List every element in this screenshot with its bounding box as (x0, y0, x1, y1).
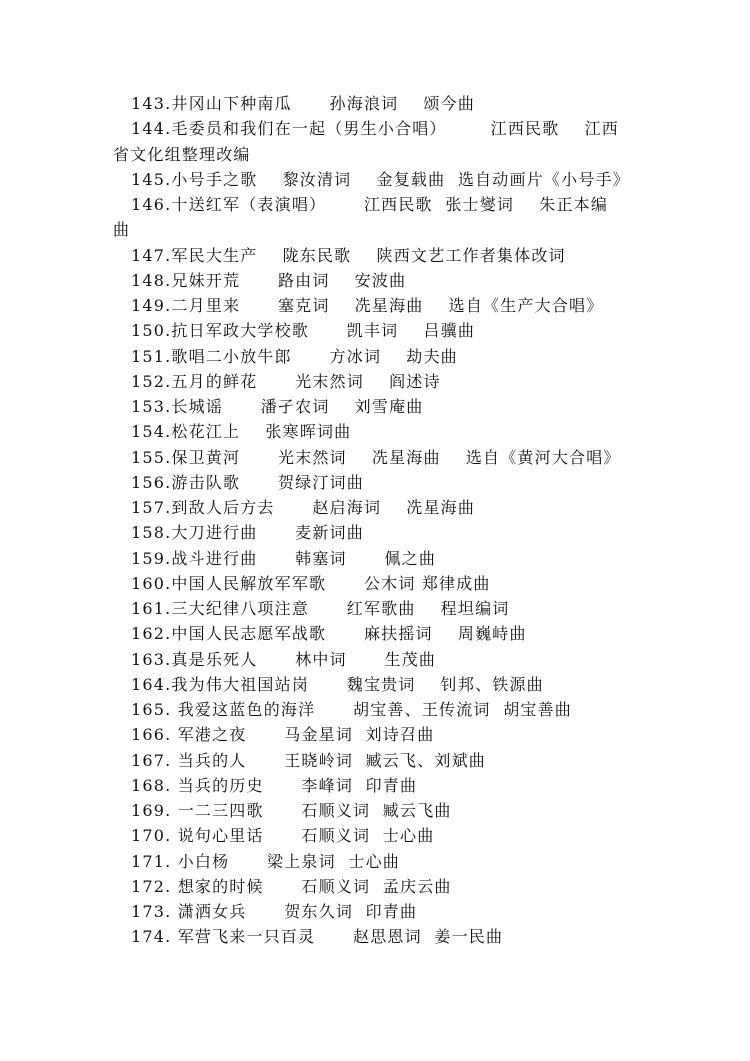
song-entry: 170. 说句心里话 石顺义词 士心曲 (131, 826, 435, 846)
song-entry: 160.中国人民解放军军歌 公木词 郑律成曲 (131, 573, 491, 593)
song-entry: 149.二月里来 塞克词 冼星海曲 选自《生产大合唱》 (131, 296, 604, 315)
song-entry: 152.五月的鲜花 光末然词 阎述诗 (131, 371, 441, 391)
song-entry: 164.我为伟大祖国站岗 魏宝贵词 钊邦、铁源曲 (131, 674, 544, 694)
song-entry: 161.三大纪律八项注意 红军歌曲 程坦编词 (131, 599, 510, 618)
song-entry: 151.歌唱二小放牛郎 方冰词 劫夫曲 (131, 346, 458, 366)
song-entry: 171. 小白杨 梁上泉词 士心曲 (131, 851, 400, 871)
song-entry: 143.井冈山下种南瓜 孙海浪词 颂今曲 (131, 94, 476, 113)
song-list (113, 91, 643, 950)
song-entry: 172. 想家的时候 石顺义词 孟庆云曲 (131, 876, 452, 896)
song-entry-continuation: 曲 (113, 220, 131, 240)
song-entry: 155.保卫黄河 光末然词 冼星海曲 选自《黄河大合唱》 (131, 447, 621, 467)
song-entry: 166. 军港之夜 马金星词 刘诗召曲 (131, 725, 435, 745)
song-entry: 162.中国人民志愿军战歌 麻扶摇词 周巍峙曲 (131, 624, 527, 644)
song-entry: 167. 当兵的人 王晓岭词 臧云飞、刘斌曲 (131, 750, 486, 770)
song-entry: 159.战斗进行曲 韩塞词 佩之曲 (131, 548, 437, 568)
song-entry: 163.真是乐死人 林中词 生茂曲 (131, 649, 437, 669)
song-entry: 153.长城谣 潘孑农词 刘雪庵曲 (131, 397, 424, 416)
song-entry: 157.到敌人后方去 赵启海词 冼星海曲 (131, 498, 476, 517)
song-entry: 148.兄妹开荒 路由词 安波曲 (131, 270, 407, 290)
song-entry: 174. 军营飞来一只百灵 赵思恩词 姜一民曲 (131, 927, 504, 947)
song-entry: 150.抗日军政大学校歌 凯丰词 吕骥曲 (131, 321, 476, 341)
song-entry-continuation: 省文化组整理改编 (113, 144, 251, 164)
song-entry: 168. 当兵的历史 李峰词 印青曲 (131, 775, 418, 795)
song-entry: 145.小号手之歌 黎汝清词 金复载曲 选自动画片《小号手》 (131, 169, 630, 189)
song-entry: 173. 潇洒女兵 贺东久词 印青曲 (131, 902, 418, 921)
song-entry: 156.游击队歌 贺绿汀词曲 (131, 472, 364, 492)
song-entry: 158.大刀进行曲 麦新词曲 (131, 523, 364, 543)
song-entry: 146.十送红军（表演唱） 江西民歌 张士燮词 朱正本编 (131, 195, 609, 214)
song-entry: 147.军民大生产 陇东民歌 陕西文艺工作者集体改词 (131, 245, 566, 265)
song-entry: 154.松花江上 张寒晖词曲 (131, 422, 352, 442)
song-entry: 169. 一二三四歌 石顺义词 臧云飞曲 (131, 801, 452, 820)
song-entry: 144.毛委员和我们在一起（男生小合唱） 江西民歌 江西 (131, 119, 619, 139)
song-entry: 165. 我爱这蓝色的海洋 胡宝善、王传流词 胡宝善曲 (131, 700, 572, 719)
